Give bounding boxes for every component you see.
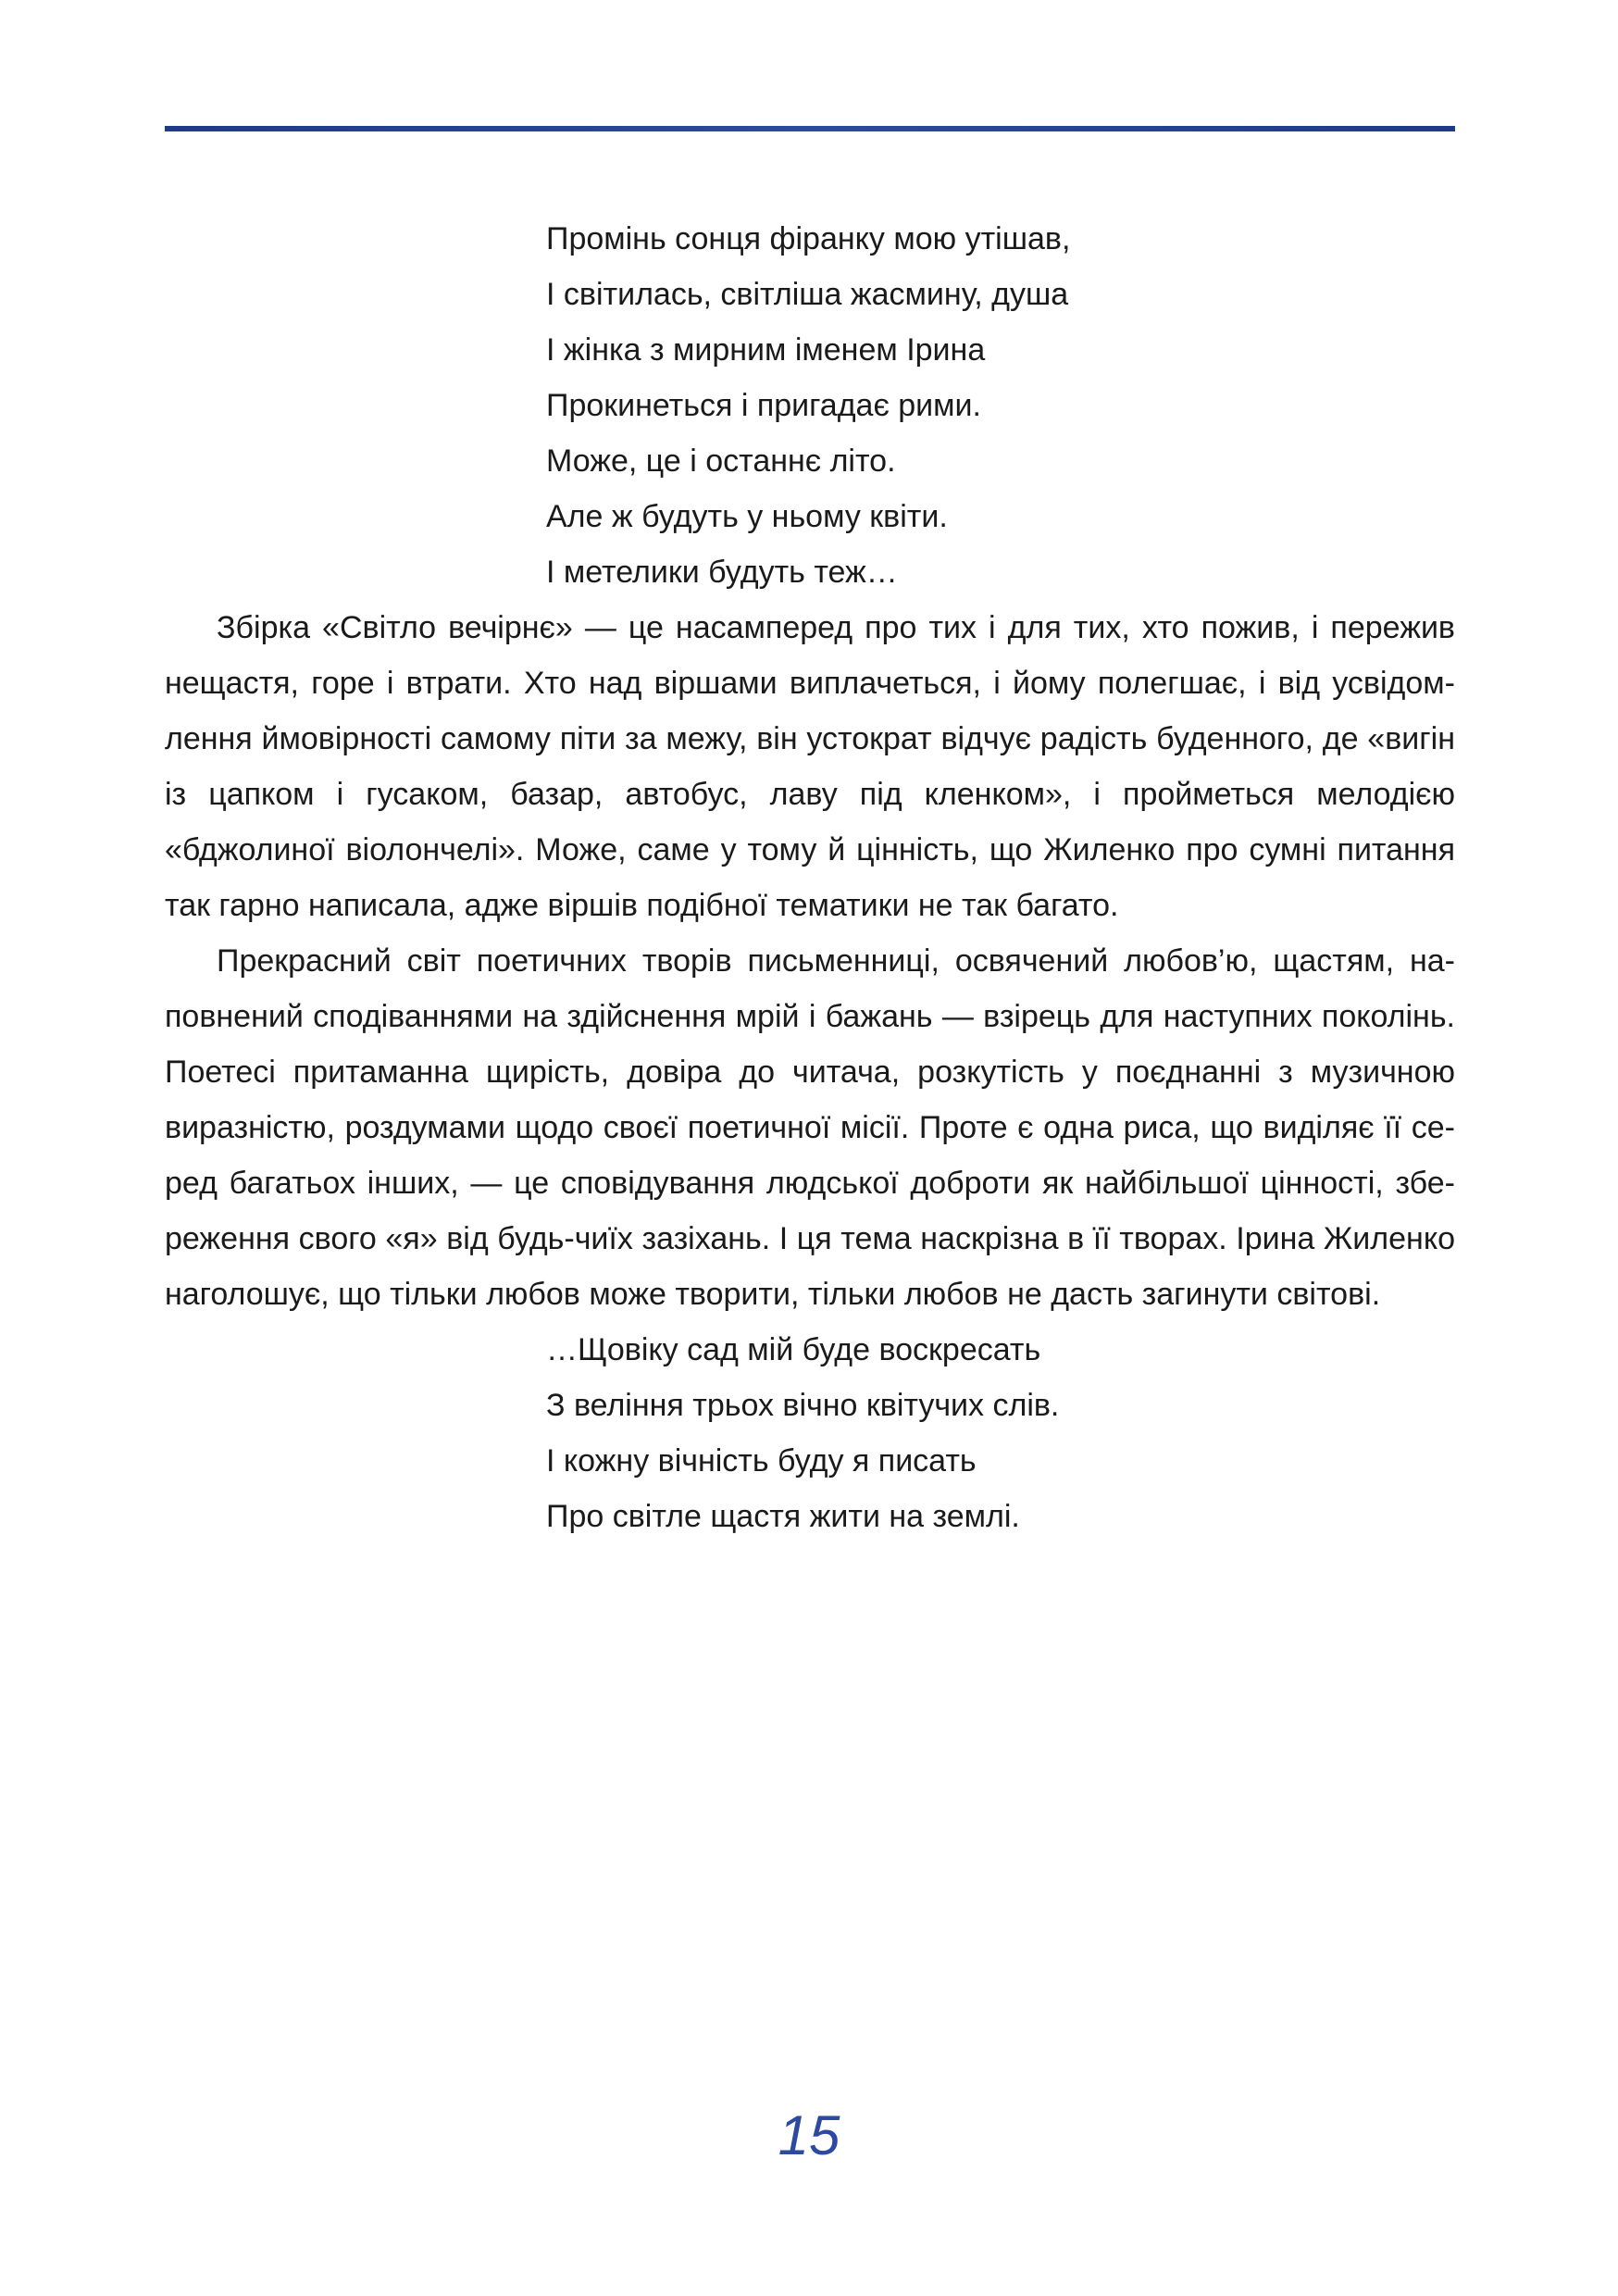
verse-line: І жінка з мирним іменем Ірина [546, 332, 986, 368]
verse-line: З веління трьох вічно квітучих слів. [546, 1388, 1060, 1423]
verse-line: І світилась, світліша жасмину, душа [546, 277, 1069, 312]
verse-line: Промінь сонця фіранку мою утішав, [546, 221, 1071, 256]
body-paragraph: Прекрасний світ поетичних творів письменниці, освячений любов’ю, щастям, наповнений сподіваннями на здійснення мрій і бажань — взірець для наступних поколінь. Поетесі притаманна щирість, довіра до читача, розкутість у поєднанні з музичною виразністю, роздумами щодо своєї поетичної місії. Проте є одна риса, що виділяє її серед багатьох інших, — це сповідування людської доброти як найбільшої цінності, збереження свого «я» від будь-чиїх зазіхань. І ця тема наскрізна в її творах. Ірина Жиленко наголошує, що тільки любов може творити, тільки любов не дасть загинути світові. [165, 943, 1455, 1312]
header-rule [165, 126, 1455, 131]
verse-line: Прокинеться і пригадає рими. [546, 388, 981, 423]
verse-line: І метелики будуть теж… [546, 555, 898, 590]
verse-line: Може, це і останнє літо. [546, 443, 896, 479]
verse-block-1 [546, 211, 1455, 600]
verse-line: Про світле щастя жити на землі. [546, 1499, 1020, 1534]
verse-line: І кожну вічність буду я писать [546, 1443, 977, 1479]
page-content [165, 211, 1455, 1544]
body-paragraph: Збірка «Світло вечірнє» — це насамперед про тих і для тих, хто пожив, і пережив нещастя, горе і втрати. Хто над віршами виплачеться, і йому полегшає, і від усвідомлення ймовірності самому піти за межу, він устократ відчує радість буденного, де «вигін із цапком і гусаком, базар, автобус, лаву під кленком», і пройметься мелодією «бджолиної віолончелі». Може, саме у тому й цінність, що Жиленко про сумні питання так гарно написала, адже віршів подібної тематики не так багато. [165, 610, 1455, 923]
page-number: 15 [778, 2104, 840, 2166]
verse-line: …Щовіку сад мій буде воскресать [546, 1332, 1041, 1367]
verse-block-2 [546, 1322, 1455, 1544]
verse-line: Але ж будуть у ньому квіти. [546, 499, 948, 534]
